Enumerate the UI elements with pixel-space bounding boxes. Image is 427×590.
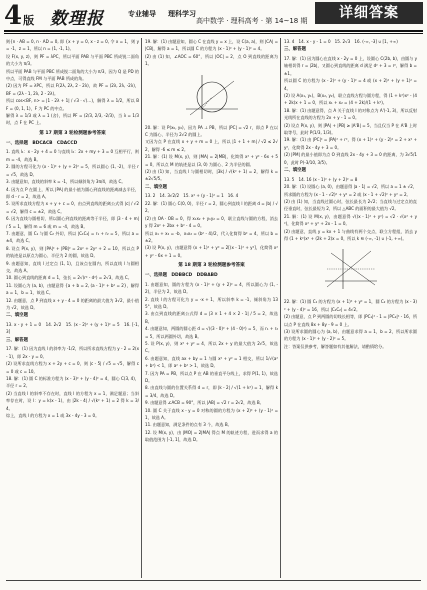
answer-paragraph: 11. 由题意知，满足条件的点有 3 个，故选 B。 (145, 422, 232, 428)
column-left (6, 38, 139, 576)
answers-badge: 详细答案 (315, 2, 423, 24)
answer-paragraph: 1. 直线 l₁：x - 2y + 4 = 0 与直线 l₂：2x + my + 3 = 0 互相平行，则 m = -4，故选 B。 (6, 149, 139, 162)
answer-paragraph: 20. 解：(1) 设圆心 (a, 0)，由题意得 |a - 1| = √2，所以 a = 1 ± √2，所求圆的方程为 (x - 1 - √2)² + y² = 2 或 (x - 1 + √2)² + y² = 2。 (284, 184, 417, 197)
answer-paragraph: 6. 因为直线与圆相切，所以圆心到直线的距离等于半径，即 |3 - 4 + m| / 5 = 1，解得 m = 6 或 m = -4，故选 B。 (6, 216, 139, 229)
answer-paragraph: 3. 由点到直线的距离公式得 d = |3 × 1 + 4 × 2 - 1| / 5 = 2，故选 B。 (145, 311, 278, 324)
column-middle (145, 38, 278, 576)
answer-paragraph: 13. 2 14. 3√2/2 15. x² + (y - 1)² = 1 16. 4 (145, 193, 239, 199)
answer-paragraph: 则{n · AB = 0, n · AD = 0, 即 {x + y = 0, x - z = 0, 令 x = 1，则 y = -1，z = 1，所以 n = (1, -1, 1)。 (6, 39, 139, 52)
logo-subtitle-2: 理科学习 (168, 10, 196, 18)
circle-fig (182, 71, 242, 121)
answer-paragraph: 10. 圆心到直线的距离 d = 1，弦长 = 2√(r² - d²) = 2√3，故选 C。 (6, 275, 132, 281)
answer-paragraph: (2) 由 (1) 知，当直线 l 与圆相切时，|3k| / √(k² + 1) = 2，解得 k = ±2√5/5。 (145, 169, 278, 182)
answer-paragraph: 17. 解：(1) 因为直线 l 的斜率为 -1/2，所以所求直线方程为 y - 2 = 2(x - 1)，即 2x - y = 0。 (6, 346, 139, 359)
answer-paragraph: 9. 由题意得 ∠ACB = 90°，所以 |AB| = √2 r = 2√2，故选 B。 (145, 400, 264, 406)
answer-paragraph: 所以 cos<BF, n> = |1 - 2λ + 1| / √3 · √(…)，解得 λ = 1/2，所以 BF = (0, 1, 1)，F 为 PC 的中点。 (6, 98, 139, 111)
answer-paragraph: 11. 设圆心为 (a, b)，由题意得 {a + b = 2, (a - 1)² + b² = 2}，解得 a = 1，b = 1，故选 C。 (6, 282, 139, 296)
answer-paragraph: 7. 由题意，圆 C₁ 与圆 C₂ 外切，所以 |C₁C₂| = r₁ + r₂ = 5，所以 a = ±4，故选 C。 (6, 230, 139, 244)
answer-paragraph: 20. 解：设 P(x₀, y₀)，因为 PA ⊥ PB，所以 |PC| = √2 r，即点 P 在以 C 为圆心、半径为 2√2 的圆上。 (145, 124, 278, 138)
answer-paragraph: 22. 解：(1) 圆 C₁ 的方程为 (x + 1)² + y² = 1，圆 C₂ 的方程为 (x - 3)² + (y - 4)² = 16，所以 |C₁C₂| = 4√2。 (284, 299, 417, 312)
answer-paragraph: 所以圆 C 的方程为 (x - 2)² + (y - 1)² = 4 或 (x + 2)² + (y + 1)² = 4。 (284, 78, 417, 91)
publication-logo: 数理报 (50, 9, 104, 29)
answer-paragraph: 5. 设 P(x, y)，则 x² + y² = 4，所以 2x + y 的最大值为 2√5，故选 C。 (145, 340, 278, 354)
answer-paragraph: 2. 直线 l 的方程可化为 y = -x + 1，所以斜率 k = -1，倾斜角为 135°，故选 D。 (145, 296, 278, 309)
answer-paragraph: 8. 由直线与圆的位置关系得 d = r，即 |k - 2| / √(1 + k²) = 1，解得 k = 3/4，故选 D。 (145, 385, 278, 398)
answer-paragraph: 所以 x₁ + x₂ = -b，x₁x₂ = (b² - 4)/2，代入化简得 b² = 4，所以 b = ±2。 (145, 230, 278, 243)
column-divider (280, 38, 281, 578)
answer-paragraph: 6. 由题意知，直线 ax + by = 1 与圆 x² + y² = 1 相交，所以 1/√(a² + b²) < 1，即 a² + b² > 1，故选 D。 (145, 355, 278, 369)
answer-paragraph: 7. 因为 PA = PB，所以点 P 在 AB 的垂直平分线上，求得 P(1, 1)，故选 D。 (145, 370, 278, 383)
section-heading: 第 18 期第 3 轮检测题参考答案 (178, 263, 245, 269)
subsection-heading: 三、解答题 (284, 47, 306, 53)
subsection-heading: 二、填空题 (6, 313, 28, 319)
answer-paragraph: 2. 圆的方程可化为 (x - 1)² + (y + 2)² = 5，所以圆心 (1, -2)，半径 r = √5，故选 D。 (6, 164, 139, 177)
section-heading: 第 17 期第 3 轮检测题参考答案 (39, 130, 106, 136)
answer-paragraph: 18. 解：(1) 圆 C 的标准方程为 (x - 3)² + (y - 4)² = 4，圆心 C(3, 4)，半径 r = 2。 (6, 376, 139, 389)
answer-paragraph: 17. 解：(1) 因为圆心在直线 x - 2y = 0 上，设圆心 C(2b, b)，由圆与 y 轴相切得 r = |2b|，又圆心到直线的距离 d 满足 d² + 3 = r²，解得 b = ±1。 (284, 56, 417, 76)
header-rule-thin (4, 33, 423, 34)
answer-paragraph: 所以平面 PAB 与平面 PBC 所成锐二面角的大小为 π/3，因为 Q 是 PD 的中点，可得直线 FM 与平面 PAB 所成的角。 (6, 68, 139, 82)
answer-paragraph: (2) |PM| 的最小值即为点 O 到直线 2x - 4y + 3 = 0 的距离，为 3√5/10，此时 P(-3/10, 3/5)。 (284, 152, 417, 165)
answer-paragraph: (2) 当直线 l 的斜率不存在时，直线 l 的方程为 x = 1，满足题意；当斜率存在时，设 l：y = k(x - 1)，由 |2k - 4| / √(k² + 1) = 2 得 k = 3/4。 (6, 390, 139, 411)
lines-fig (321, 245, 381, 295)
header-rule (4, 30, 423, 32)
answer-paragraph: (2) 由题意，点 P 到两圆的切线长相等，即 |PC₁|² - 1 = |PC₂|² - 16，所以点 P 在直线 8x + 8y - 9 = 0 上。 (284, 314, 417, 327)
answer-paragraph: 19. 解：(1) 由题意知，圆心 C 在直线 y = x 上，设 C(a, a)，则 |CA| = |CB|，解得 a = 1，所以圆 C 的方程为 (x - 1)² + (y - 1)² = 4。 (145, 39, 278, 52)
answer-paragraph: 1. 由题意知，圆的方程为 (x - 1)² + (y + 2)² = 4，所以圆心为 (1, -2)，半径为 2，故选 D。 (145, 281, 278, 295)
answer-paragraph: 19. 解：(1) 由 |PC|² = |PA|² + r²，得 (x + 1)² + (y - 2)² = 2 + x² + y²，化简得 2x - 4y + 3 = 0。 (284, 137, 417, 150)
edition-number: 4版 (4, 1, 35, 31)
answer-paragraph: (2) 由 (1) 知，当直线过圆心时，弦长最长为 2√2；当直线与过定点的直径垂直时，弦长最短为 2，所以 △ABC 的面积的最大值为 √2。 (284, 198, 417, 212)
answer-paragraph: 又因为点 P 在直线 x + y + m = 0 上，所以 |1 + 1 + m| / √2 ≤ 2√2，解得 -6 ≤ m ≤ 2。 (145, 139, 278, 152)
answer-paragraph: 5. 设所求直线方程为 x + y + c = 0，由点到直线的距离公式得 |c| / √2 = √2，解得 c = ±2，故选 C。 (6, 201, 139, 214)
subsection-heading: 二、填空题 (284, 168, 306, 174)
answer-paragraph: 21. 解：(1) 设 M(x, y)，由题意得 √((x - 1)² + y²) = √2 · √(x² + y²)，化简得 x² + y² + 2x - 1 = 0。 (284, 213, 417, 227)
answer-paragraph: 4. 由题意知，两圆的圆心距 d = √((3 - 0)² + (4 - 0)²) = 5，而 r₁ + r₂ = 5，所以两圆外切，故选 B。 (145, 326, 278, 339)
column-right (284, 38, 417, 576)
page-header (0, 0, 427, 34)
footer-rule (6, 580, 421, 581)
answer-paragraph: (2) 设 A(x₁, y₁)，B(x₂, y₂)，联立直线方程与圆方程，得 (1 + k²)x² - (4 + 2k)x + 1 = 0，所以 x₁ + x₂ = (4 + 2k)/(1 + k²)。 (284, 93, 417, 106)
answer-paragraph: 10. 圆 C 关于直线 x - y = 0 对称的圆的方程为 (x + 2)² + (y - 1)² = 1，故选 A。 (145, 407, 278, 421)
answer-paragraph: 8. 设点 P(x, y)，则 |PA|² + |PB|² = 2x² + 2y² + 2 = 10，所以点 P 的轨迹是以原点为圆心、半径为 2 的圆，故选 D。 (6, 245, 139, 259)
column-divider (141, 38, 142, 578)
answer-paragraph: (3) 设 P(x, y)，由题意得 (x + 1)² + y² = 2[(x - 1)² + y²]，化简得 x² + y² - 6x + 1 = 0。 (145, 245, 278, 258)
answer-paragraph: 21. 解：(1) 设 M(x, y)，则 |MA| = 2|MB|，化简得 x² + y² - 6x + 5 = 0，所以点 M 的轨迹是以 (3, 0) 为圆心、2 为半径的圆。 (145, 154, 278, 167)
answer-paragraph: 4. 因为点 P 在圆上，所以 |PA| 的最小值为圆心到直线的距离减去半径，即 d - r = 2，故选 A。 (6, 186, 139, 199)
answer-paragraph: (2) 由题意，直线 y = kx + 1 与曲线有两个交点，联立方程组，消去 y 得 (1 + k²)x² + (2k + 2)x = 0，所以 k ∈ (-∞, -1) ∪ (-1, +∞)。 (284, 228, 417, 241)
answer-paragraph: 解得 λ = 1/3 或 λ = 1 (舍)，所以 PF = (2/3, 2/3, -2/3)，当 λ = 1/3 时，点 F 在 PC 上。 (6, 113, 139, 126)
answer-paragraph: (2) 设所求直线方程为 x + 2y + c = 0，则 |c - 5| / √5 = √5，解得 c = 0 或 c = 10。 (6, 361, 139, 374)
answer-paragraph: 13. 4 14. x - y - 1 = 0 15. 2√3 16. (-∞, -3] ∪ [1, +∞) (284, 39, 398, 44)
logo-subtitle-1: 专业辅导 (128, 10, 156, 18)
answer-paragraph: 13. x - y + 1 = 0 14. 2√2 15. (x - 2)² + (y + 1)² = 5 16. [-1, 3] (6, 322, 139, 335)
answer-paragraph: 综上，直线 l 的方程为 x = 1 或 3x - 4y - 3 = 0。 (6, 413, 100, 419)
answer-paragraph: 3. 由题意知，直线的斜率 k = -1，所以倾斜角为 3π/4，故选 C。 (6, 179, 126, 185)
answer-paragraph: 设 F(x, y, z)，则 PF = λPC，所以平面 PAB 与平面 PBC 所成锐二面角的大小为 π/3。 (6, 53, 139, 67)
subsection-heading: 一、选择题 DDBBCD DDBABD (145, 273, 218, 279)
answer-paragraph: (2) 因为 PF = λPC，所以 F(2λ, 2λ, 2 - 2λ)，故 PF = (2λ, 2λ, -2λ)，BF = (2λ - 1, 2λ, 2 - 2λ)。 (6, 83, 139, 96)
answer-paragraph: (2) 由 (1) 知，∠AOC = 60°，所以 |OC| = 2，点 O 到直线的距离为 1。 (145, 53, 278, 67)
subsection-heading: 一、选择题 BDCACB CDACCD (6, 140, 78, 146)
issue-info: 高中数学 · 理科高考 · 第 14~18 期 (196, 17, 308, 25)
subsection-heading: 三、解答题 (6, 337, 28, 343)
answer-paragraph: 18. 解：(1) 由题意得，点 A 关于直线 l 的对称点为 A'(-1, 3)，所以反射光线所在直线的方程为 2x + y - 1 = 0。 (284, 107, 417, 121)
answer-paragraph: (2) 设点 P(x, y)，则 |PA| + |PB| ≥ |A'B| = 5，当且仅当 P 在 A'B 上时取等号，此时 P(1/3, 1/3)。 (284, 122, 417, 136)
answer-paragraph: (3) 设所求圆的圆心为 (a, b)，由题意求得 a = 1，b = 2，所以所求圆的方程为 (x - 1)² + (y - 2)² = 5。 (284, 328, 417, 342)
subsection-heading: 二、填空题 (145, 184, 167, 190)
answer-paragraph: 22. 解：(1) 圆心 C(0, 0)，半径 r = 2，圆心到直线 l 的距离 d = |b| / √2。 (145, 200, 278, 214)
answer-paragraph: 注：答案仅供参考，解答题如有其他解法，请酌情给分。 (284, 343, 387, 349)
answer-paragraph: (2) 由 OA · OB = 0，得 x₁x₂ + y₁y₂ = 0，联立直线与圆的方程，消去 y 得 2x² + 2bx + b² - 4 = 0。 (145, 215, 278, 229)
answer-paragraph: 13. 5 14. 16 (x - 1)² + (y + 2)² = 8 (284, 176, 358, 182)
answer-paragraph: 12. 由题意，点 P 到直线 x + y - 4 = 0 的距离的最大值为 3√2，最小值为 √2，故选 D。 (6, 297, 139, 310)
answer-paragraph: 12. 设 M(x, y)，由 |MO| = 2|MA| 得点 M 的轨迹方程，进而求得 a 的取值范围为 [-1, 1]，故选 D。 (145, 429, 278, 443)
answer-paragraph: 9. 由题意知，直线 l 过定点 (1, 1)，且该点在圆内，所以直线 l 与圆相交，故选 A。 (6, 260, 139, 273)
